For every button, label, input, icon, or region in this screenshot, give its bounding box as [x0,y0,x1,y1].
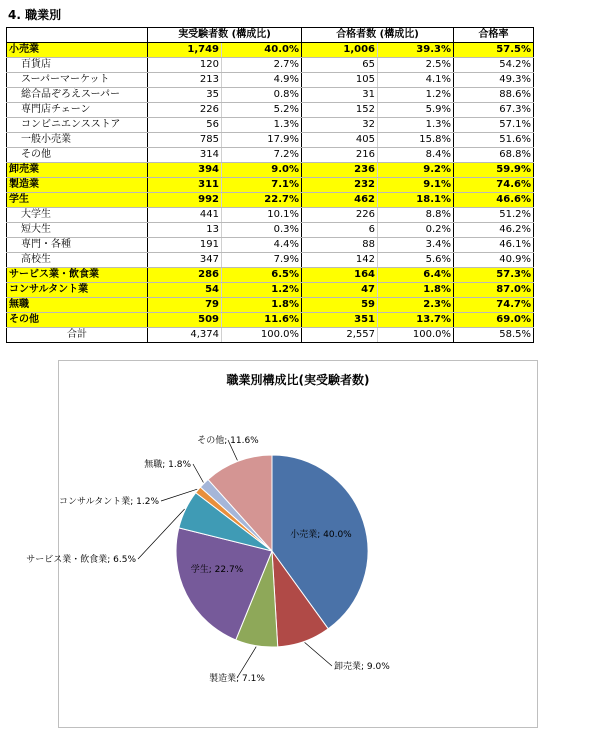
passer-count: 6 [302,223,378,238]
row-label: 一般小売業 [7,133,148,148]
row-label: 専門・各種 [7,238,148,253]
row-label: コンサルタント業 [7,283,148,298]
examinee-share: 22.7% [222,193,302,208]
examinee-share: 6.5% [222,268,302,283]
row-label: 専門店チェーン [7,103,148,118]
table-row [7,178,534,193]
examinee-share: 7.2% [222,148,302,163]
passer-share: 18.1% [378,193,454,208]
examinee-count: 314 [148,148,222,163]
passer-count: 236 [302,163,378,178]
pass-rate: 69.0% [454,313,534,328]
passer-count: 32 [302,118,378,133]
passer-share: 13.7% [378,313,454,328]
examinee-share: 4.9% [222,73,302,88]
slice-label-3: 製造業; 7.1% [209,674,265,684]
header-blank-cell [7,28,148,43]
total-pass-rate: 58.5% [454,328,534,343]
slice-label-2: 卸売業; 9.0% [334,662,390,672]
examinee-count: 191 [148,238,222,253]
passer-count: 152 [302,103,378,118]
passer-share: 1.3% [378,118,454,133]
examinee-share: 4.4% [222,238,302,253]
occupation-table [6,27,534,343]
slice-label-1: 小売業; 40.0% [290,530,352,540]
passer-count: 226 [302,208,378,223]
pass-rate: 40.9% [454,253,534,268]
passer-share: 5.9% [378,103,454,118]
passer-count: 216 [302,148,378,163]
examinee-share: 9.0% [222,163,302,178]
examinee-count: 213 [148,73,222,88]
examinee-share: 0.3% [222,223,302,238]
header-examinees: 実受験者数 (構成比) [148,28,302,43]
table-row [7,88,534,103]
examinee-share: 40.0% [222,43,302,58]
passer-share: 15.8% [378,133,454,148]
row-label: 百貨店 [7,58,148,73]
passer-share: 1.8% [378,283,454,298]
examinee-share: 0.8% [222,88,302,103]
row-label: 総合品ぞろえスーパー [7,88,148,103]
passer-count: 462 [302,193,378,208]
examinee-count: 509 [148,313,222,328]
table-row [7,253,534,268]
passer-share: 4.1% [378,73,454,88]
pass-rate: 87.0% [454,283,534,298]
total-examinee-share: 100.0% [222,328,302,343]
row-label: 大学生 [7,208,148,223]
table-row [7,73,534,88]
table-row [7,268,534,283]
examinee-count: 79 [148,298,222,313]
examinee-share: 17.9% [222,133,302,148]
passer-count: 351 [302,313,378,328]
table-row [7,313,534,328]
table-row [7,208,534,223]
pass-rate: 54.2% [454,58,534,73]
table-row [7,298,534,313]
table-row [7,283,534,298]
row-label: 小売業 [7,43,148,58]
passer-share: 6.4% [378,268,454,283]
table-row [7,118,534,133]
row-label: スーパーマーケット [7,73,148,88]
pass-rate: 57.3% [454,268,534,283]
examinee-count: 394 [148,163,222,178]
examinee-count: 35 [148,88,222,103]
passer-share: 9.2% [378,163,454,178]
passer-share: 0.2% [378,223,454,238]
total-passer-count: 2,557 [302,328,378,343]
leader-line-2 [305,642,332,666]
passer-share: 39.3% [378,43,454,58]
examinee-share: 1.2% [222,283,302,298]
examinee-count: 1,749 [148,43,222,58]
passer-count: 59 [302,298,378,313]
slice-label-6: コンサルタント業; 1.2% [59,497,159,507]
examinee-count: 54 [148,283,222,298]
pass-rate: 57.5% [454,43,534,58]
table-row [7,43,534,58]
passer-count: 88 [302,238,378,253]
passer-count: 65 [302,58,378,73]
examinee-count: 56 [148,118,222,133]
pass-rate: 74.6% [454,178,534,193]
passer-count: 1,006 [302,43,378,58]
slice-label-7: 無職; 1.8% [144,460,191,470]
table-row [7,238,534,253]
passer-share: 5.6% [378,253,454,268]
passer-share: 2.3% [378,298,454,313]
pass-rate: 49.3% [454,73,534,88]
examinee-share: 10.1% [222,208,302,223]
slice-label-5: サービス業・飲食業; 6.5% [26,555,136,565]
table-row [7,163,534,178]
examinee-count: 13 [148,223,222,238]
passer-count: 232 [302,178,378,193]
total-row [7,328,534,343]
examinee-count: 992 [148,193,222,208]
row-label: コンビニエンスストア [7,118,148,133]
row-label: 高校生 [7,253,148,268]
examinee-share: 1.8% [222,298,302,313]
pass-rate: 46.6% [454,193,534,208]
examinee-count: 785 [148,133,222,148]
table-row [7,223,534,238]
pass-rate: 88.6% [454,88,534,103]
examinee-share: 7.9% [222,253,302,268]
pass-rate: 46.1% [454,238,534,253]
row-label: その他 [7,148,148,163]
chart-title: 職業別構成比(実受験者数) [226,373,370,387]
examinee-count: 120 [148,58,222,73]
examinee-share: 2.7% [222,58,302,73]
passer-count: 405 [302,133,378,148]
pass-rate: 51.6% [454,133,534,148]
table-header-row [7,28,534,43]
passer-count: 142 [302,253,378,268]
row-label: 学生 [7,193,148,208]
passer-share: 8.4% [378,148,454,163]
examinee-count: 441 [148,208,222,223]
passer-share: 1.2% [378,88,454,103]
examinee-count: 347 [148,253,222,268]
slice-label-8: その他; 11.6% [197,436,259,446]
row-label: 製造業 [7,178,148,193]
passer-share: 2.5% [378,58,454,73]
pass-rate: 51.2% [454,208,534,223]
row-label: 卸売業 [7,163,148,178]
examinee-share: 1.3% [222,118,302,133]
slice-label-4: 学生; 22.7% [190,565,244,575]
passer-count: 105 [302,73,378,88]
examinee-count: 311 [148,178,222,193]
total-passer-share: 100.0% [378,328,454,343]
table-row [7,103,534,118]
passer-count: 164 [302,268,378,283]
leader-line-7 [193,464,203,483]
table-row [7,148,534,163]
pass-rate: 59.9% [454,163,534,178]
pie-chart [26,361,537,727]
row-label: 短大生 [7,223,148,238]
pass-rate: 74.7% [454,298,534,313]
pass-rate: 68.8% [454,148,534,163]
pass-rate: 46.2% [454,223,534,238]
row-label: その他 [7,313,148,328]
passer-share: 8.8% [378,208,454,223]
examinee-share: 7.1% [222,178,302,193]
header-passers: 合格者数 (構成比) [302,28,454,43]
total-label: 合計 [7,328,148,343]
passer-count: 31 [302,88,378,103]
passer-share: 3.4% [378,238,454,253]
table-row [7,58,534,73]
total-examinee-count: 4,374 [148,328,222,343]
header-pass-rate: 合格率 [454,28,534,43]
pie-chart-frame [26,360,538,728]
table-row [7,133,534,148]
row-label: サービス業・飲食業 [7,268,148,283]
pass-rate: 57.1% [454,118,534,133]
row-label: 無職 [7,298,148,313]
passer-share: 9.1% [378,178,454,193]
examinee-share: 5.2% [222,103,302,118]
pass-rate: 67.3% [454,103,534,118]
examinee-count: 226 [148,103,222,118]
examinee-share: 11.6% [222,313,302,328]
table-row [7,193,534,208]
passer-count: 47 [302,283,378,298]
examinee-count: 286 [148,268,222,283]
section-heading: 4. 職業別 [8,8,62,22]
